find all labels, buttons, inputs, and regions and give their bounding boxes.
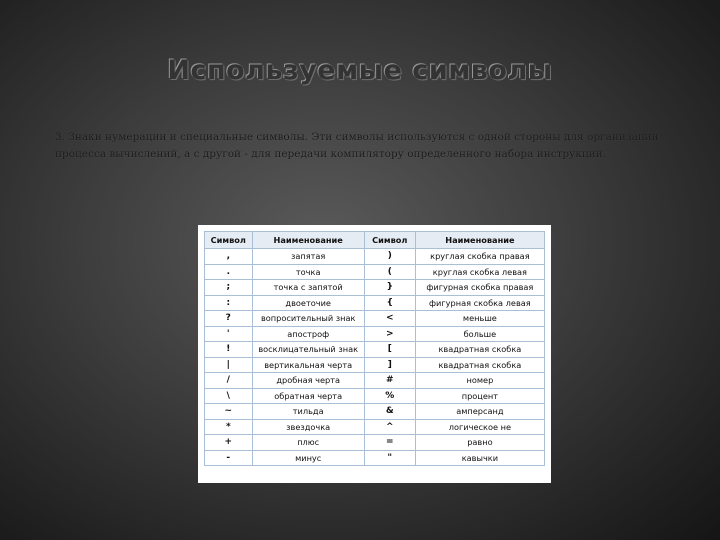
symbol-cell: { [364, 295, 415, 311]
table-row [205, 326, 545, 342]
name-cell: точка [252, 264, 364, 280]
symbol-cell: | [205, 357, 253, 373]
table-row [205, 311, 545, 327]
name-cell: дробная черта [252, 373, 364, 389]
name-cell: квадратная скобка [415, 357, 544, 373]
table-row [205, 357, 545, 373]
table-row [205, 295, 545, 311]
name-cell: обратная черта [252, 388, 364, 404]
name-cell: амперсанд [415, 404, 544, 420]
symbol-cell: ^ [364, 419, 415, 435]
name-cell: тильда [252, 404, 364, 420]
table-row [205, 419, 545, 435]
name-cell: квадратная скобка [415, 342, 544, 358]
name-cell: двоеточие [252, 295, 364, 311]
symbol-cell: ) [364, 249, 415, 265]
symbol-cell: ] [364, 357, 415, 373]
symbols-table [204, 231, 545, 466]
header-symbol: Символ [364, 232, 415, 249]
table-row [205, 404, 545, 420]
table-header-row [205, 232, 545, 249]
symbol-cell: ' [205, 326, 253, 342]
symbol-cell: = [364, 435, 415, 451]
name-cell: звездочка [252, 419, 364, 435]
symbol-cell: . [205, 264, 253, 280]
name-cell: меньше [415, 311, 544, 327]
symbol-cell: " [364, 450, 415, 466]
symbol-cell: ( [364, 264, 415, 280]
symbol-cell: } [364, 280, 415, 296]
table-row [205, 249, 545, 265]
slide-title: Используемые символы [167, 55, 553, 86]
symbol-cell: , [205, 249, 253, 265]
symbol-cell: * [205, 419, 253, 435]
name-cell: плюс [252, 435, 364, 451]
table-row [205, 373, 545, 389]
name-cell: фигурная скобка левая [415, 295, 544, 311]
name-cell: запятая [252, 249, 364, 265]
symbol-cell: [ [364, 342, 415, 358]
table-row [205, 450, 545, 466]
name-cell: круглая скобка правая [415, 249, 544, 265]
name-cell: логическое не [415, 419, 544, 435]
table-row [205, 388, 545, 404]
symbol-cell: & [364, 404, 415, 420]
name-cell: процент [415, 388, 544, 404]
symbol-cell: : [205, 295, 253, 311]
symbol-cell: < [364, 311, 415, 327]
symbol-cell: / [205, 373, 253, 389]
name-cell: точка с запятой [252, 280, 364, 296]
name-cell: минус [252, 450, 364, 466]
table-row [205, 435, 545, 451]
name-cell: восклицательный знак [252, 342, 364, 358]
name-cell: кавычки [415, 450, 544, 466]
name-cell: равно [415, 435, 544, 451]
symbol-cell: + [205, 435, 253, 451]
table-row [205, 264, 545, 280]
table-row [205, 280, 545, 296]
name-cell: больше [415, 326, 544, 342]
symbol-cell: - [205, 450, 253, 466]
symbol-cell: # [364, 373, 415, 389]
symbol-cell: ! [205, 342, 253, 358]
table-row [205, 342, 545, 358]
symbol-cell: ? [205, 311, 253, 327]
symbol-cell: \ [205, 388, 253, 404]
header-name: Наименование [252, 232, 364, 249]
symbol-cell: ; [205, 280, 253, 296]
symbol-cell: > [364, 326, 415, 342]
name-cell: фигурная скобка правая [415, 280, 544, 296]
name-cell: вертикальная черта [252, 357, 364, 373]
symbol-cell: ~ [205, 404, 253, 420]
slide-body-text: 3. Знаки нумерации и специальные символы. Эти символы используются с одной стороны для организации процесса вычислений, а с другой - для передачи компилятору определенного набора инструкций. [55, 131, 659, 160]
name-cell: апостроф [252, 326, 364, 342]
symbol-cell: % [364, 388, 415, 404]
header-symbol: Символ [205, 232, 253, 249]
name-cell: вопросительный знак [252, 311, 364, 327]
name-cell: круглая скобка левая [415, 264, 544, 280]
name-cell: номер [415, 373, 544, 389]
header-name: Наименование [415, 232, 544, 249]
symbols-table-image [198, 225, 551, 483]
